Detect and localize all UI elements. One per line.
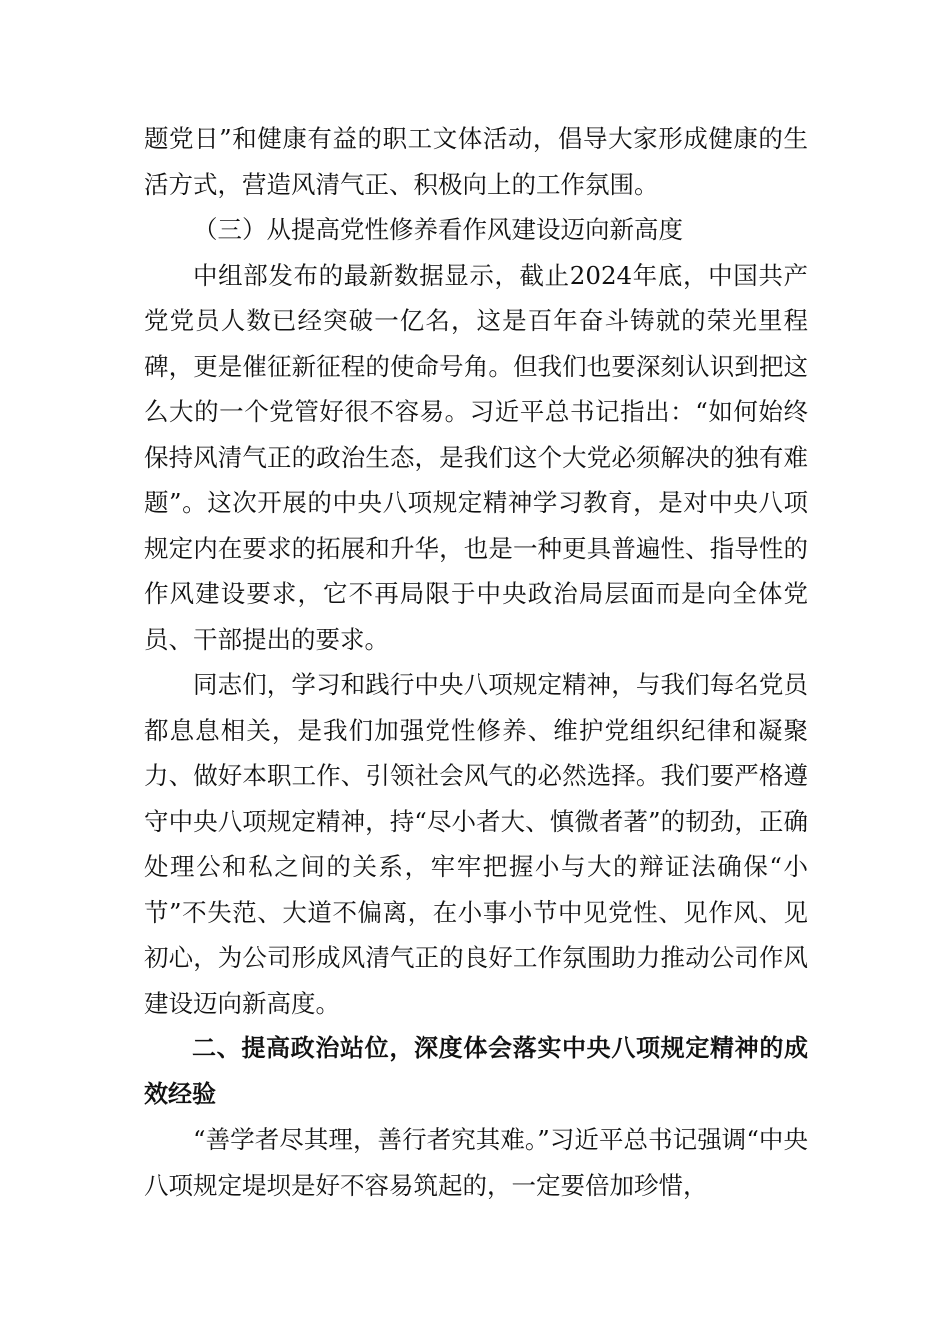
paragraph-party-membership: 中组部发布的最新数据显示，截止2024年底，中国共产党党员人数已经突破一亿名，这是百年奋斗铸就的荣光里程碑，更是催征新征程的使命号角。但我们也要深刻认识到把这么大的一个党管好很不容易。习近平总书记指出：“如何始终保持风清气正的政治生态，是我们这个大党必须解决的独有难题”。这次开展的中央八项规定精神学习教育，是对中央八项规定内在要求的拓展和升华，也是一种更具普遍性、指导性的作风建设要求，它不再局限于中央政治局层面而是向全体党员、干部提出的要求。 xyxy=(144,260,808,654)
paragraph-comrades: 同志们，学习和践行中央八项规定精神，与我们每名党员都息息相关，是我们加强党性修养、维护党组织纪律和凝聚力、做好本职工作、引领社会风气的必然选择。我们要严格遵守中央八项规定精神，持“尽小者大、慎微者著”的韧劲，正确处理公和私之间的关系，牢牢把握小与大的辩证法确保“小节”不失范、大道不偏离，在小事小节中见党性、见作风、见初心，为公司形成风清气正的良好工作氛围助力推动公司作风建设迈向新高度。 xyxy=(144,670,808,1018)
continued-paragraph: 题党日”和健康有益的职工文体活动，倡导大家形成健康的生活方式，营造风清气正、积极向上的工作氛围。 xyxy=(144,124,808,199)
document-body xyxy=(144,116,808,1208)
section-heading-two: 二、提高政治站位，深度体会落实中央八项规定精神的成效经验 xyxy=(144,1034,808,1108)
paragraph-good-learners: “善学者尽其理，善行者究其难。”习近平总书记强调“中央八项规定堤坝是好不容易筑起的，一定要倍加珍惜， xyxy=(144,1125,808,1200)
subheading-three: （三）从提高党性修养看作风建设迈向新高度 xyxy=(193,215,683,244)
